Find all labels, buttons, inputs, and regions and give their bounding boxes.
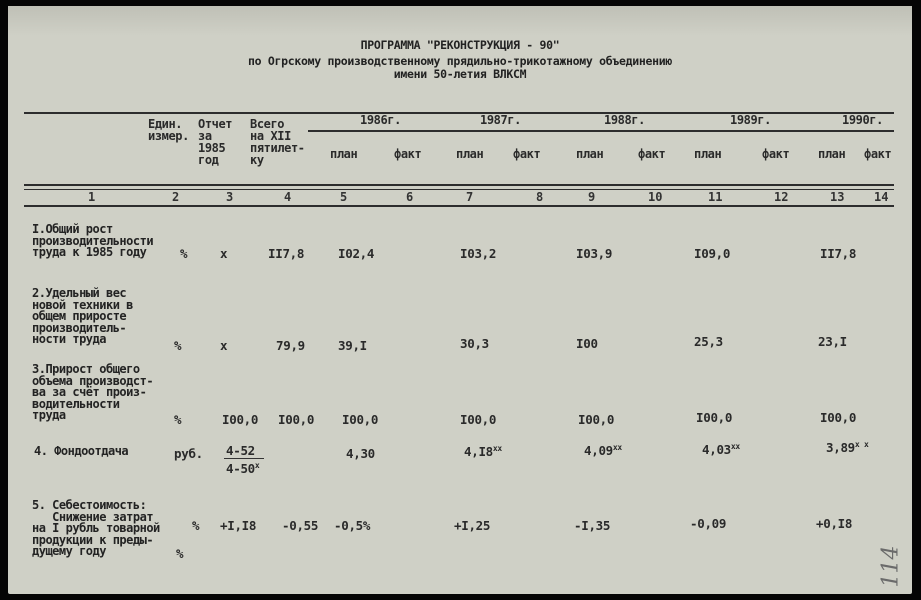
col-number-3: 3	[226, 190, 234, 204]
document-subtitle-2: имени 50-летия ВЛКСМ	[393, 67, 527, 81]
row-1-report: x	[220, 246, 228, 261]
row-4-label: 4. Фондоотдача	[34, 444, 129, 458]
row-2-plan-1988: I00	[576, 336, 598, 351]
row-4-report-bottom-wrap	[226, 461, 259, 476]
col-number-1: 1	[88, 190, 96, 204]
row-2-plan-1990: 23,I	[818, 334, 847, 349]
header-plan-1987: план	[456, 147, 484, 161]
col-number-2: 2	[172, 190, 180, 204]
document-title: ПРОГРАММА "РЕКОНСТРУКЦИЯ - 90"	[360, 38, 560, 52]
row-4-plan-1988: 4,09	[584, 443, 613, 459]
row-2-plan-1989: 25,3	[694, 334, 723, 349]
col-number-11: 11	[708, 190, 723, 204]
row-1-label: I.Общий рост производительности труда к 1985 году	[32, 222, 154, 259]
header-year-1987: 1987г.	[480, 113, 521, 127]
col-number-5: 5	[340, 190, 348, 204]
row-3-plan-1986: I00,0	[342, 412, 379, 427]
row-4-fraction-line	[224, 458, 264, 459]
row-5-label: 5. Себестоимость: Снижение затрат на I рубль товарной продукции к преды- дущему году	[32, 498, 160, 558]
col-number-13: 13	[830, 190, 845, 204]
row-1-total: II7,8	[268, 246, 305, 261]
row-1-plan-1988: I03,9	[576, 246, 613, 261]
header-fact-1990: факт	[864, 147, 892, 161]
row-5-unit-2: %	[176, 546, 184, 561]
row-1-plan-1986: I02,4	[338, 246, 375, 261]
col-number-14: 14	[874, 190, 889, 204]
header-bottom-rule	[24, 184, 894, 186]
col-number-10: 10	[648, 190, 663, 204]
row-3-plan-1988: I00,0	[578, 412, 615, 427]
row-4-plan-1988-wrap	[584, 443, 622, 458]
row-5-report: +I,I8	[220, 518, 257, 533]
row-4-plan-1990-mark: x x	[854, 440, 869, 449]
header-unit: Един. измер.	[148, 117, 189, 143]
header-fact-1986: факт	[394, 147, 422, 161]
row-4-plan-1989: 4,03	[702, 442, 731, 458]
row-4-unit: руб.	[174, 446, 203, 461]
header-plan-1988: план	[576, 147, 604, 161]
col-number-12: 12	[774, 190, 789, 204]
col-number-rule	[24, 205, 894, 207]
handwritten-page-number: 114	[878, 545, 904, 588]
row-3-total: I00,0	[278, 412, 315, 427]
header-year-1986: 1986г.	[360, 113, 401, 127]
row-3-label: 3.Прирост общего объема производст- ва за счёт произ- водительности труда	[32, 362, 154, 422]
row-4-plan-1990-wrap	[826, 440, 868, 455]
row-5-plan-1986: -0,5%	[334, 518, 371, 533]
row-2-plan-1987: 30,3	[460, 336, 489, 351]
header-plan-1989: план	[694, 147, 722, 161]
row-4-plan-1989-mark: xx	[730, 442, 740, 451]
row-5-plan-1987: +I,25	[454, 518, 491, 533]
row-1-plan-1989: I09,0	[694, 246, 731, 261]
header-fact-1989: факт	[762, 147, 790, 161]
row-2-total: 79,9	[276, 338, 305, 353]
row-4-report-bottom-mark: x	[254, 461, 260, 470]
col-number-8: 8	[536, 190, 544, 204]
row-1-plan-1987: I03,2	[460, 246, 497, 261]
col-number-4: 4	[284, 190, 292, 204]
row-3-report: I00,0	[222, 412, 259, 427]
row-3-plan-1990: I00,0	[820, 410, 857, 425]
header-plan-1990: план	[818, 147, 846, 161]
header-plan-1986: план	[330, 147, 358, 161]
row-3-plan-1987: I00,0	[460, 412, 497, 427]
row-5-plan-1989: -0,09	[690, 516, 727, 531]
col-number-9: 9	[588, 190, 596, 204]
row-4-plan-1987-wrap	[464, 444, 502, 459]
header-year-1989: 1989г.	[730, 113, 771, 127]
row-2-unit: %	[174, 338, 182, 353]
row-3-plan-1989: I00,0	[696, 410, 733, 425]
row-4-report-bottom: 4-50	[226, 461, 255, 477]
row-4-report-top: 4-52	[226, 443, 255, 458]
header-fact-1988: факт	[638, 147, 666, 161]
row-5-plan-1990: +0,I8	[816, 516, 853, 531]
row-4-plan-1987: 4,I8	[464, 444, 493, 460]
row-2-label: 2.Удельный вес новой техники в общем приросте производитель- ности труда	[32, 286, 133, 346]
row-4-plan-1987-mark: xx	[492, 444, 502, 453]
row-5-plan-1988: -I,35	[574, 518, 611, 533]
document-subtitle: по Огрскому производственному прядильно-трикотажному объединению	[248, 54, 672, 68]
row-1-plan-1990: II7,8	[820, 246, 857, 261]
row-5-unit: %	[192, 518, 200, 533]
row-4-plan-1988-mark: xx	[612, 443, 622, 452]
header-bottom-rule-2	[24, 189, 894, 190]
col-number-6: 6	[406, 190, 414, 204]
row-2-plan-1986: 39,I	[338, 338, 367, 353]
row-3-unit: %	[174, 412, 182, 427]
sheet-top-edge	[8, 6, 912, 36]
row-4-plan-1989-wrap	[702, 442, 740, 457]
col-number-7: 7	[466, 190, 474, 204]
header-year-1988: 1988г.	[604, 113, 645, 127]
row-5-total: -0,55	[282, 518, 319, 533]
header-fact-1987: факт	[513, 147, 541, 161]
header-year-1990: 1990г.	[842, 113, 883, 127]
year-header-rule	[308, 130, 894, 132]
header-report-1985: Отчет за 1985 год	[198, 117, 233, 167]
document-sheet	[8, 6, 912, 594]
row-1-unit: %	[180, 246, 188, 261]
row-4-plan-1990: 3,89	[826, 440, 855, 456]
row-2-report: x	[220, 338, 228, 353]
row-4-plan-1986: 4,30	[346, 446, 375, 461]
header-total-five-year: Всего на XII пятилет- ку	[250, 117, 305, 167]
